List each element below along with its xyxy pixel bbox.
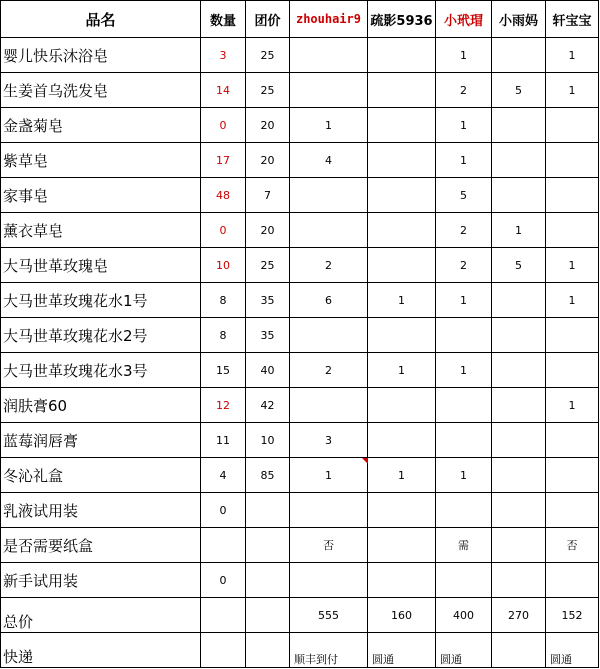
price-cell[interactable]: 20 xyxy=(246,143,290,178)
price-cell[interactable]: 42 xyxy=(246,388,290,423)
express-label[interactable]: 快递 xyxy=(1,633,201,668)
table-row xyxy=(1,108,599,143)
total-cell[interactable]: 160 xyxy=(368,598,436,633)
header-row xyxy=(1,1,599,38)
table-row xyxy=(1,493,599,528)
express-row xyxy=(1,633,599,668)
buyer-qty-cell[interactable]: 1 xyxy=(290,108,368,143)
buyer-qty-cell[interactable]: 2 xyxy=(436,73,492,108)
table-row xyxy=(1,353,599,388)
buyer-qty-cell[interactable] xyxy=(492,353,546,388)
buyer-qty-cell[interactable]: 1 xyxy=(436,143,492,178)
buyer-qty-cell[interactable] xyxy=(368,563,436,598)
buyer-qty-cell[interactable] xyxy=(290,213,368,248)
price-cell[interactable]: 85 xyxy=(246,458,290,493)
buyer-qty-cell[interactable] xyxy=(492,318,546,353)
buyer-qty-cell[interactable] xyxy=(368,213,436,248)
buyer-qty-cell[interactable] xyxy=(546,143,599,178)
buyer-qty-cell[interactable]: 2 xyxy=(290,248,368,283)
buyer-qty-cell[interactable]: 3 xyxy=(290,423,368,458)
buyer-qty-cell[interactable]: 否 xyxy=(546,528,599,563)
product-name-cell[interactable]: 金盏菊皂 xyxy=(1,108,201,143)
price-cell[interactable]: 10 xyxy=(246,423,290,458)
header-buyer-xuanbaobao[interactable]: 轩宝宝 xyxy=(546,1,599,38)
product-name-cell[interactable]: 润肤膏60 xyxy=(1,388,201,423)
quantity-cell[interactable]: 48 xyxy=(201,178,246,213)
price-cell[interactable] xyxy=(246,563,290,598)
buyer-qty-cell[interactable] xyxy=(492,178,546,213)
buyer-qty-cell[interactable]: 5 xyxy=(436,178,492,213)
buyer-qty-cell[interactable] xyxy=(368,493,436,528)
buyer-qty-cell[interactable]: 1 xyxy=(546,388,599,423)
buyer-qty-cell[interactable] xyxy=(492,38,546,73)
buyer-qty-cell[interactable]: 1 xyxy=(436,38,492,73)
buyer-qty-cell[interactable] xyxy=(290,493,368,528)
price-cell[interactable]: 25 xyxy=(246,38,290,73)
buyer-qty-cell[interactable]: 1 xyxy=(436,458,492,493)
buyer-qty-cell[interactable]: 1 xyxy=(368,283,436,318)
quantity-cell[interactable]: 11 xyxy=(201,423,246,458)
buyer-qty-cell[interactable]: 1 xyxy=(436,283,492,318)
comment-indicator[interactable] xyxy=(362,458,368,464)
header-quantity[interactable]: 数量 xyxy=(201,1,246,38)
express-cell[interactable]: 圆通 xyxy=(436,633,492,668)
buyer-qty-cell[interactable] xyxy=(290,38,368,73)
buyer-qty-cell[interactable] xyxy=(436,388,492,423)
quantity-cell[interactable]: 12 xyxy=(201,388,246,423)
table-row xyxy=(1,283,599,318)
quantity-cell[interactable]: 10 xyxy=(201,248,246,283)
product-name-cell[interactable]: 大马世革玫瑰花水3号 xyxy=(1,353,201,388)
buyer-qty-cell[interactable] xyxy=(368,108,436,143)
table-row xyxy=(1,423,599,458)
header-buyer-xiaodaimao[interactable]: 小玳瑁 xyxy=(436,1,492,38)
buyer-qty-cell[interactable] xyxy=(546,458,599,493)
header-buyer-xiaoyuma[interactable]: 小雨妈 xyxy=(492,1,546,38)
product-name-cell[interactable]: 家事皂 xyxy=(1,178,201,213)
total-cell[interactable]: 400 xyxy=(436,598,492,633)
buyer-qty-cell[interactable] xyxy=(290,388,368,423)
table-row xyxy=(1,38,599,73)
buyer-qty-cell[interactable]: 2 xyxy=(436,213,492,248)
buyer-qty-cell[interactable]: 5 xyxy=(492,248,546,283)
product-name-cell[interactable]: 新手试用装 xyxy=(1,563,201,598)
buyer-qty-cell[interactable]: 1 xyxy=(546,73,599,108)
cell[interactable] xyxy=(201,598,246,633)
buyer-qty-cell[interactable] xyxy=(492,143,546,178)
header-product-name[interactable]: 品名 xyxy=(1,1,201,38)
price-cell[interactable]: 25 xyxy=(246,248,290,283)
buyer-qty-cell[interactable] xyxy=(492,283,546,318)
cell[interactable] xyxy=(201,633,246,668)
buyer-qty-cell[interactable] xyxy=(368,73,436,108)
buyer-qty-cell[interactable] xyxy=(368,178,436,213)
quantity-cell[interactable]: 0 xyxy=(201,493,246,528)
buyer-qty-cell[interactable] xyxy=(368,528,436,563)
product-name-cell[interactable]: 是否需要纸盒 xyxy=(1,528,201,563)
product-name-cell[interactable]: 紫草皂 xyxy=(1,143,201,178)
table-row xyxy=(1,528,599,563)
price-cell[interactable]: 25 xyxy=(246,73,290,108)
buyer-qty-cell[interactable] xyxy=(436,493,492,528)
product-name-cell[interactable]: 婴儿快乐沐浴皂 xyxy=(1,38,201,73)
price-cell[interactable]: 20 xyxy=(246,108,290,143)
buyer-qty-cell[interactable]: 1 xyxy=(546,248,599,283)
product-name-cell[interactable]: 大马世革玫瑰皂 xyxy=(1,248,201,283)
buyer-qty-cell[interactable] xyxy=(290,563,368,598)
total-row xyxy=(1,598,599,633)
buyer-qty-cell[interactable]: 4 xyxy=(290,143,368,178)
table-row xyxy=(1,73,599,108)
price-cell[interactable]: 7 xyxy=(246,178,290,213)
buyer-qty-cell[interactable] xyxy=(546,423,599,458)
quantity-cell[interactable]: 15 xyxy=(201,353,246,388)
buyer-qty-cell[interactable]: 否 xyxy=(290,528,368,563)
total-cell[interactable]: 152 xyxy=(546,598,599,633)
quantity-cell[interactable]: 0 xyxy=(201,213,246,248)
price-cell[interactable] xyxy=(246,528,290,563)
buyer-qty-cell[interactable]: 5 xyxy=(492,73,546,108)
buyer-qty-cell[interactable] xyxy=(546,178,599,213)
buyer-qty-cell[interactable]: 1 xyxy=(436,108,492,143)
buyer-qty-cell[interactable] xyxy=(290,318,368,353)
header-buyer-zhouhair9[interactable]: zhouhair9 xyxy=(290,1,368,38)
buyer-qty-cell[interactable]: 1 xyxy=(368,353,436,388)
buyer-qty-cell[interactable]: 1 xyxy=(546,38,599,73)
product-name-cell[interactable]: 生姜首乌洗发皂 xyxy=(1,73,201,108)
buyer-qty-cell[interactable] xyxy=(492,528,546,563)
table-row xyxy=(1,458,599,493)
buyer-qty-cell[interactable]: 1 xyxy=(368,458,436,493)
buyer-qty-cell[interactable] xyxy=(492,493,546,528)
buyer-qty-cell[interactable] xyxy=(368,318,436,353)
product-name-cell[interactable]: 乳液试用装 xyxy=(1,493,201,528)
table-row xyxy=(1,388,599,423)
buyer-qty-cell[interactable]: 1 xyxy=(492,213,546,248)
buyer-qty-cell[interactable]: 1 xyxy=(436,353,492,388)
price-cell[interactable]: 35 xyxy=(246,283,290,318)
buyer-qty-cell[interactable] xyxy=(546,563,599,598)
table-row xyxy=(1,318,599,353)
table-row xyxy=(1,563,599,598)
table-row xyxy=(1,143,599,178)
cell[interactable] xyxy=(246,598,290,633)
buyer-qty-cell[interactable] xyxy=(546,318,599,353)
product-name-cell[interactable]: 大马世革玫瑰花水1号 xyxy=(1,283,201,318)
header-buyer-shuying5936[interactable]: 疏影5936 xyxy=(368,1,436,38)
buyer-qty-cell[interactable]: 2 xyxy=(436,248,492,283)
quantity-cell[interactable]: 3 xyxy=(201,38,246,73)
express-cell[interactable]: 圆通 xyxy=(368,633,436,668)
quantity-cell[interactable]: 17 xyxy=(201,143,246,178)
buyer-qty-cell[interactable]: 1 xyxy=(290,458,368,493)
product-name-cell[interactable]: 大马世革玫瑰花水2号 xyxy=(1,318,201,353)
total-cell[interactable]: 555 xyxy=(290,598,368,633)
buyer-qty-cell[interactable] xyxy=(492,108,546,143)
product-name-cell[interactable]: 冬沁礼盒 xyxy=(1,458,201,493)
quantity-cell[interactable]: 0 xyxy=(201,108,246,143)
buyer-qty-cell[interactable] xyxy=(368,423,436,458)
price-cell[interactable]: 35 xyxy=(246,318,290,353)
price-cell[interactable]: 40 xyxy=(246,353,290,388)
buyer-qty-cell[interactable] xyxy=(492,458,546,493)
buyer-qty-cell[interactable]: 1 xyxy=(546,283,599,318)
buyer-qty-cell[interactable] xyxy=(290,73,368,108)
buyer-qty-cell[interactable] xyxy=(436,318,492,353)
total-cell[interactable]: 270 xyxy=(492,598,546,633)
buyer-qty-cell[interactable]: 6 xyxy=(290,283,368,318)
buyer-qty-cell[interactable] xyxy=(546,108,599,143)
quantity-cell[interactable]: 8 xyxy=(201,318,246,353)
quantity-cell[interactable] xyxy=(201,528,246,563)
quantity-cell[interactable]: 14 xyxy=(201,73,246,108)
buyer-qty-cell[interactable] xyxy=(436,423,492,458)
buyer-qty-cell[interactable] xyxy=(492,563,546,598)
header-group-price[interactable]: 团价 xyxy=(246,1,290,38)
express-cell[interactable] xyxy=(492,633,546,668)
buyer-qty-cell[interactable] xyxy=(290,178,368,213)
quantity-cell[interactable]: 8 xyxy=(201,283,246,318)
buyer-qty-cell[interactable] xyxy=(492,388,546,423)
product-name-cell[interactable]: 蓝莓润唇膏 xyxy=(1,423,201,458)
buyer-qty-cell[interactable] xyxy=(546,353,599,388)
buyer-qty-cell[interactable] xyxy=(368,38,436,73)
cell[interactable] xyxy=(246,633,290,668)
buyer-qty-cell[interactable] xyxy=(368,248,436,283)
table-row xyxy=(1,248,599,283)
buyer-qty-cell[interactable] xyxy=(546,493,599,528)
price-cell[interactable]: 20 xyxy=(246,213,290,248)
buyer-qty-cell[interactable] xyxy=(368,143,436,178)
buyer-qty-cell[interactable] xyxy=(436,563,492,598)
total-label[interactable]: 总价 xyxy=(1,598,201,633)
buyer-qty-cell[interactable] xyxy=(492,423,546,458)
buyer-qty-cell[interactable]: 需 xyxy=(436,528,492,563)
buyer-qty-cell[interactable] xyxy=(368,388,436,423)
table-row xyxy=(1,178,599,213)
table-row xyxy=(1,213,599,248)
price-cell[interactable] xyxy=(246,493,290,528)
express-cell[interactable]: 顺丰到付 xyxy=(290,633,368,668)
product-name-cell[interactable]: 薰衣草皂 xyxy=(1,213,201,248)
buyer-qty-cell[interactable] xyxy=(546,213,599,248)
quantity-cell[interactable]: 0 xyxy=(201,563,246,598)
quantity-cell[interactable]: 4 xyxy=(201,458,246,493)
express-cell[interactable]: 圆通 xyxy=(546,633,599,668)
buyer-qty-cell[interactable]: 2 xyxy=(290,353,368,388)
